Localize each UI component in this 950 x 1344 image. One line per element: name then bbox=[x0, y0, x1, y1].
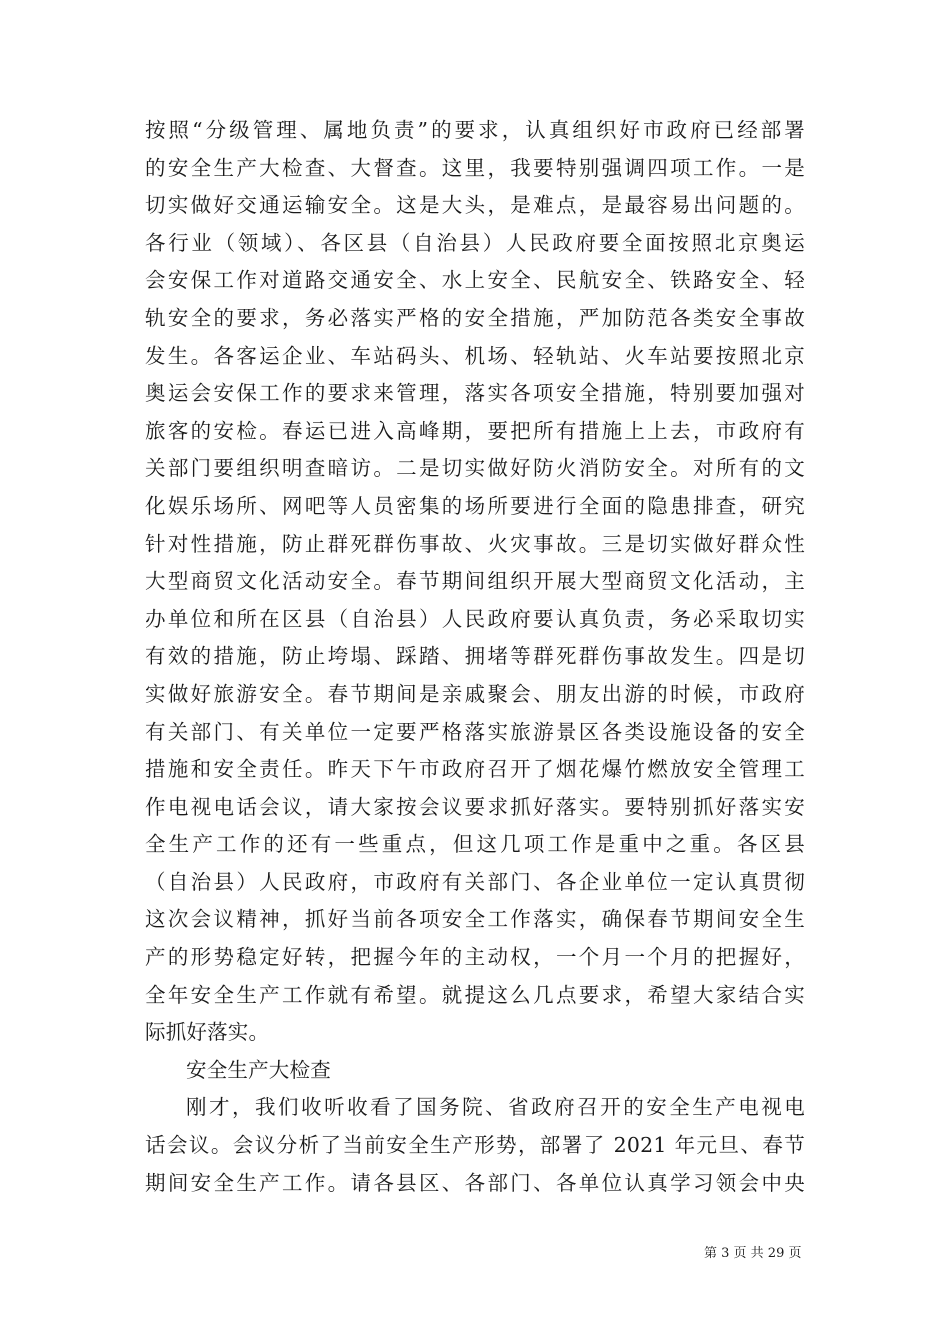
paragraph-2-line: 话会议。会议分析了当前安全生产形势，部署了 2021 年元旦、春节 bbox=[145, 1133, 805, 1158]
paragraph-1-line: 奥运会安保工作的要求来管理，落实各项安全措施，特别要加强对 bbox=[145, 381, 805, 406]
paragraph-1-line: 针对性措施，防止群死群伤事故、火灾事故。三是切实做好群众性 bbox=[145, 531, 805, 556]
paragraph-1-line: 全年安全生产工作就有希望。就提这么几点要求，希望大家结合实 bbox=[145, 982, 805, 1007]
paragraph-1-line: 措施和安全责任。昨天下午市政府召开了烟花爆竹燃放安全管理工 bbox=[145, 757, 805, 782]
page-number: 第 3 页 共 29 页 bbox=[704, 1246, 802, 1261]
paragraph-1-line: 全生产工作的还有一些重点，但这几项工作是重中之重。各区县 bbox=[145, 832, 805, 857]
section-title: 安全生产大检查 bbox=[186, 1057, 331, 1082]
paragraph-1-line: 有关部门、有关单位一定要严格落实旅游景区各类设施设备的安全 bbox=[145, 719, 805, 744]
document-body bbox=[145, 112, 805, 1202]
paragraph-1-line: 化娱乐场所、网吧等人员密集的场所要进行全面的隐患排查，研究 bbox=[145, 493, 805, 518]
paragraph-1-line: 产的形势稳定好转，把握今年的主动权，一个月一个月的把握好， bbox=[145, 945, 805, 970]
paragraph-1-line: 的安全生产大检查、大督查。这里，我要特别强调四项工作。一是 bbox=[145, 155, 805, 180]
paragraph-1-line: （自治县）人民政府，市政府有关部门、各企业单位一定认真贯彻 bbox=[145, 869, 805, 894]
paragraph-1-line: 发生。各客运企业、车站码头、机场、轻轨站、火车站要按照北京 bbox=[145, 343, 805, 368]
paragraph-1-line: 关部门要组织明查暗访。二是切实做好防火消防安全。对所有的文 bbox=[145, 456, 805, 481]
paragraph-1-line: 大型商贸文化活动安全。春节期间组织开展大型商贸文化活动，主 bbox=[145, 569, 805, 594]
paragraph-1-line: 旅客的安检。春运已进入高峰期，要把所有措施上上去，市政府有 bbox=[145, 418, 805, 443]
paragraph-1-line: 有效的措施，防止垮塌、踩踏、拥堵等群死群伤事故发生。四是切 bbox=[145, 644, 805, 669]
paragraph-1-line: 按照“分级管理、属地负责”的要求，认真组织好市政府已经部署 bbox=[145, 118, 805, 142]
paragraph-1-line: 实做好旅游安全。春节期间是亲戚聚会、朋友出游的时候，市政府 bbox=[145, 681, 805, 706]
paragraph-1-line: 际抓好落实。 bbox=[145, 1020, 270, 1045]
paragraph-1-line: 切实做好交通运输安全。这是大头，是难点，是最容易出问题的。 bbox=[145, 193, 805, 218]
paragraph-1-line: 作电视电话会议，请大家按会议要求抓好落实。要特别抓好落实安 bbox=[145, 794, 805, 819]
paragraph-1-line: 轨安全的要求，务必落实严格的安全措施，严加防范各类安全事故 bbox=[145, 305, 805, 330]
document-page bbox=[145, 112, 805, 1202]
paragraph-1-line: 办单位和所在区县（自治县）人民政府要认真负责，务必采取切实 bbox=[145, 606, 805, 631]
paragraph-1-line: 各行业（领域）、各区县（自治县）人民政府要全面按照北京奥运 bbox=[145, 230, 805, 255]
paragraph-1-line: 这次会议精神，抓好当前各项安全工作落实，确保春节期间安全生 bbox=[145, 907, 805, 932]
paragraph-1-line: 会安保工作对道路交通安全、水上安全、民航安全、铁路安全、轻 bbox=[145, 268, 805, 293]
paragraph-2-line: 刚才，我们收听收看了国务院、省政府召开的安全生产电视电 bbox=[186, 1095, 805, 1120]
paragraph-2-line: 期间安全生产工作。请各县区、各部门、各单位认真学习领会中央 bbox=[145, 1170, 805, 1195]
